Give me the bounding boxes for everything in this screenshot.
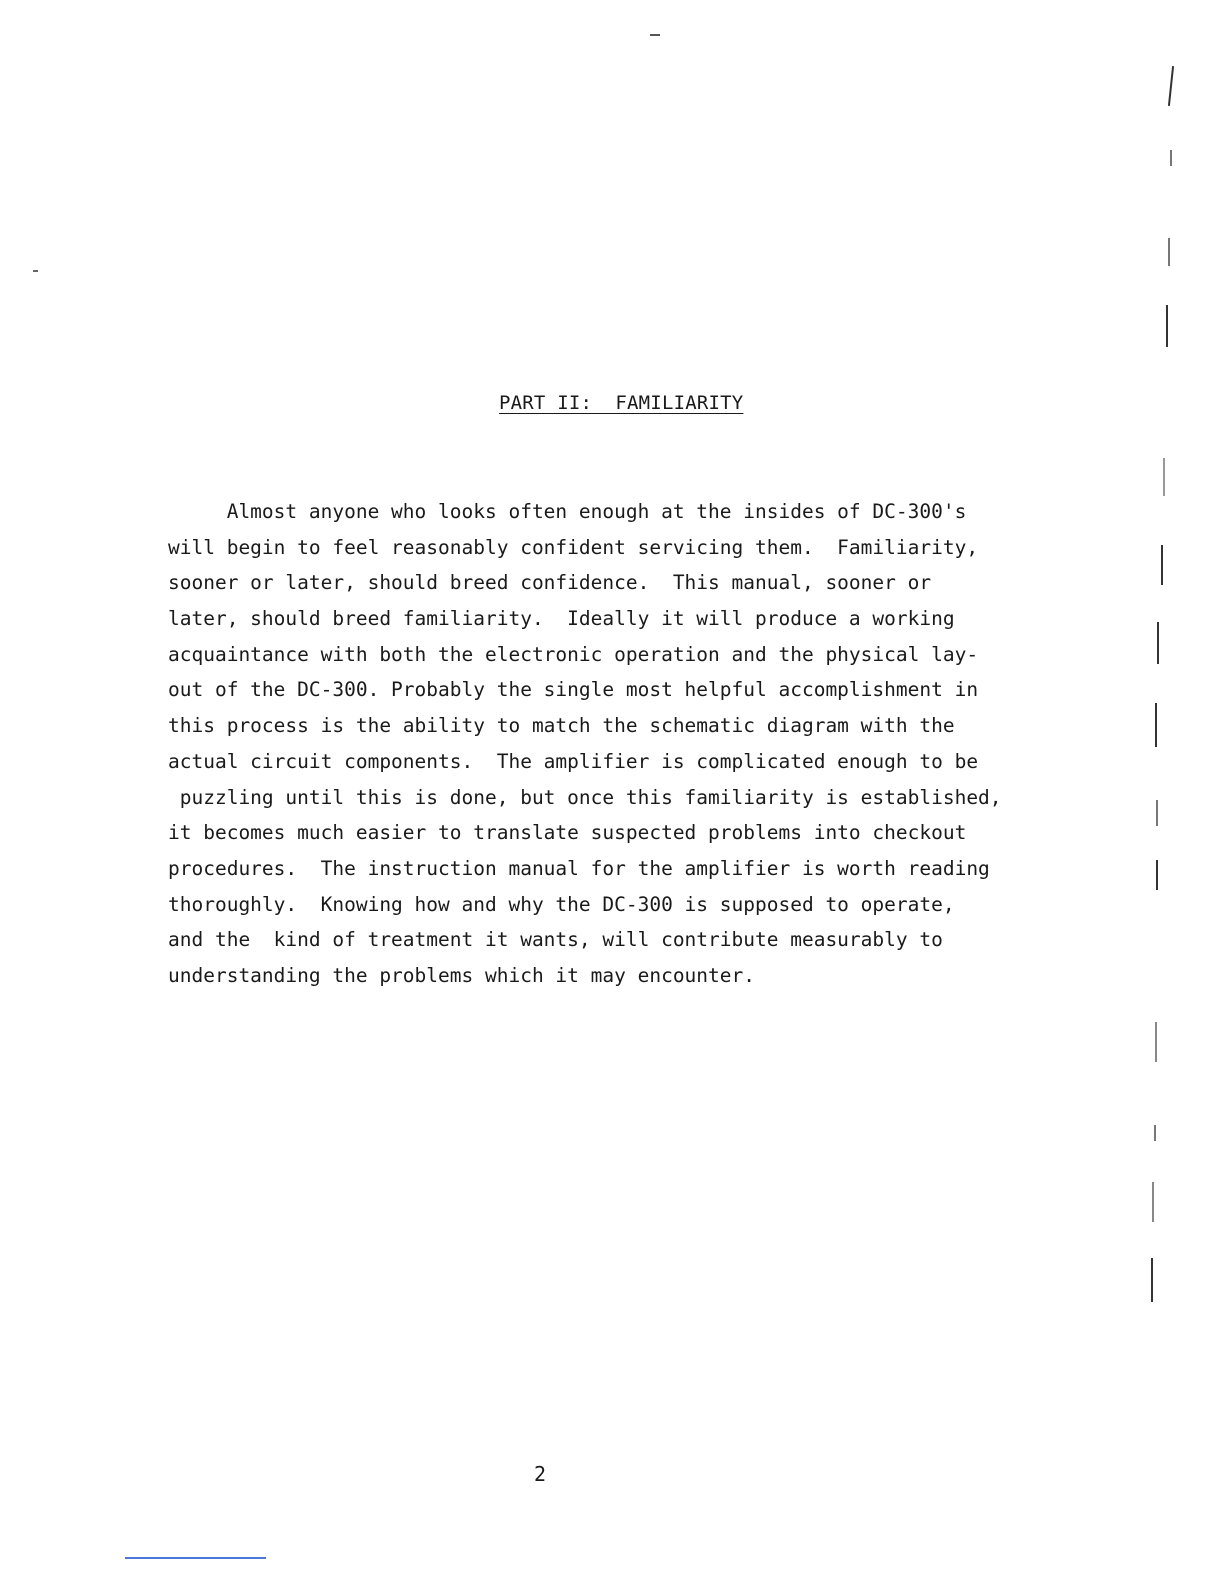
paragraph-line: sooner or later, should breed confidence. This manual, sooner or xyxy=(168,571,932,595)
scan-artifact-mark xyxy=(1168,238,1170,266)
paragraph-line: and the kind of treatment it wants, will contribute measurably to xyxy=(168,928,943,952)
paragraph-line: later, should breed familiarity. Ideally it will produce a working xyxy=(168,607,955,631)
bottom-rule xyxy=(125,1557,266,1559)
scan-artifact-mark xyxy=(1154,1125,1156,1141)
scan-artifact-mark xyxy=(1161,545,1163,585)
paragraph-line: acquaintance with both the electronic operation and the physical lay- xyxy=(168,642,979,666)
scan-artifact-mark xyxy=(1166,305,1168,347)
paragraph-line: actual circuit components. The amplifier is complicated enough to be xyxy=(168,749,979,773)
scan-artifact-mark xyxy=(1152,1182,1154,1222)
paragraph-line: will begin to feel reasonably confident servicing them. Familiarity, xyxy=(168,535,979,559)
scan-artifact-mark xyxy=(33,270,38,272)
paragraph-line: Almost anyone who looks often enough at the insides of DC-300's xyxy=(168,500,967,523)
scan-artifact-mark xyxy=(1168,66,1174,106)
scan-artifact-mark xyxy=(1157,622,1159,664)
scan-artifact-mark xyxy=(1151,1258,1153,1302)
paragraph-line: procedures. The instruction manual for the amplifier is worth reading xyxy=(168,856,990,880)
section-heading: PART II: FAMILIARITY xyxy=(499,392,744,414)
scan-artifact-mark xyxy=(1156,800,1158,826)
page-number: 2 xyxy=(534,1462,547,1486)
scan-artifact-mark xyxy=(1163,458,1165,496)
scan-artifact-mark xyxy=(1156,860,1158,890)
scan-artifact-mark xyxy=(650,34,660,36)
scan-artifact-mark xyxy=(1155,703,1157,747)
paragraph-line: out of the DC-300. Probably the single most helpful accomplishment in xyxy=(168,678,979,702)
paragraph-line: it becomes much easier to translate suspected problems into checkout xyxy=(168,821,967,845)
scan-artifact-mark xyxy=(1170,150,1172,166)
paragraph-line: this process is the ability to match the schematic diagram with the xyxy=(168,714,955,738)
paragraph-line: understanding the problems which it may encounter. xyxy=(168,963,755,987)
paragraph-line: puzzling until this is done, but once this familiarity is established, xyxy=(168,785,1002,809)
body-paragraph xyxy=(168,494,1048,994)
scan-artifact-mark xyxy=(1155,1022,1157,1062)
paragraph-line: thoroughly. Knowing how and why the DC-300 is supposed to operate, xyxy=(168,892,955,916)
